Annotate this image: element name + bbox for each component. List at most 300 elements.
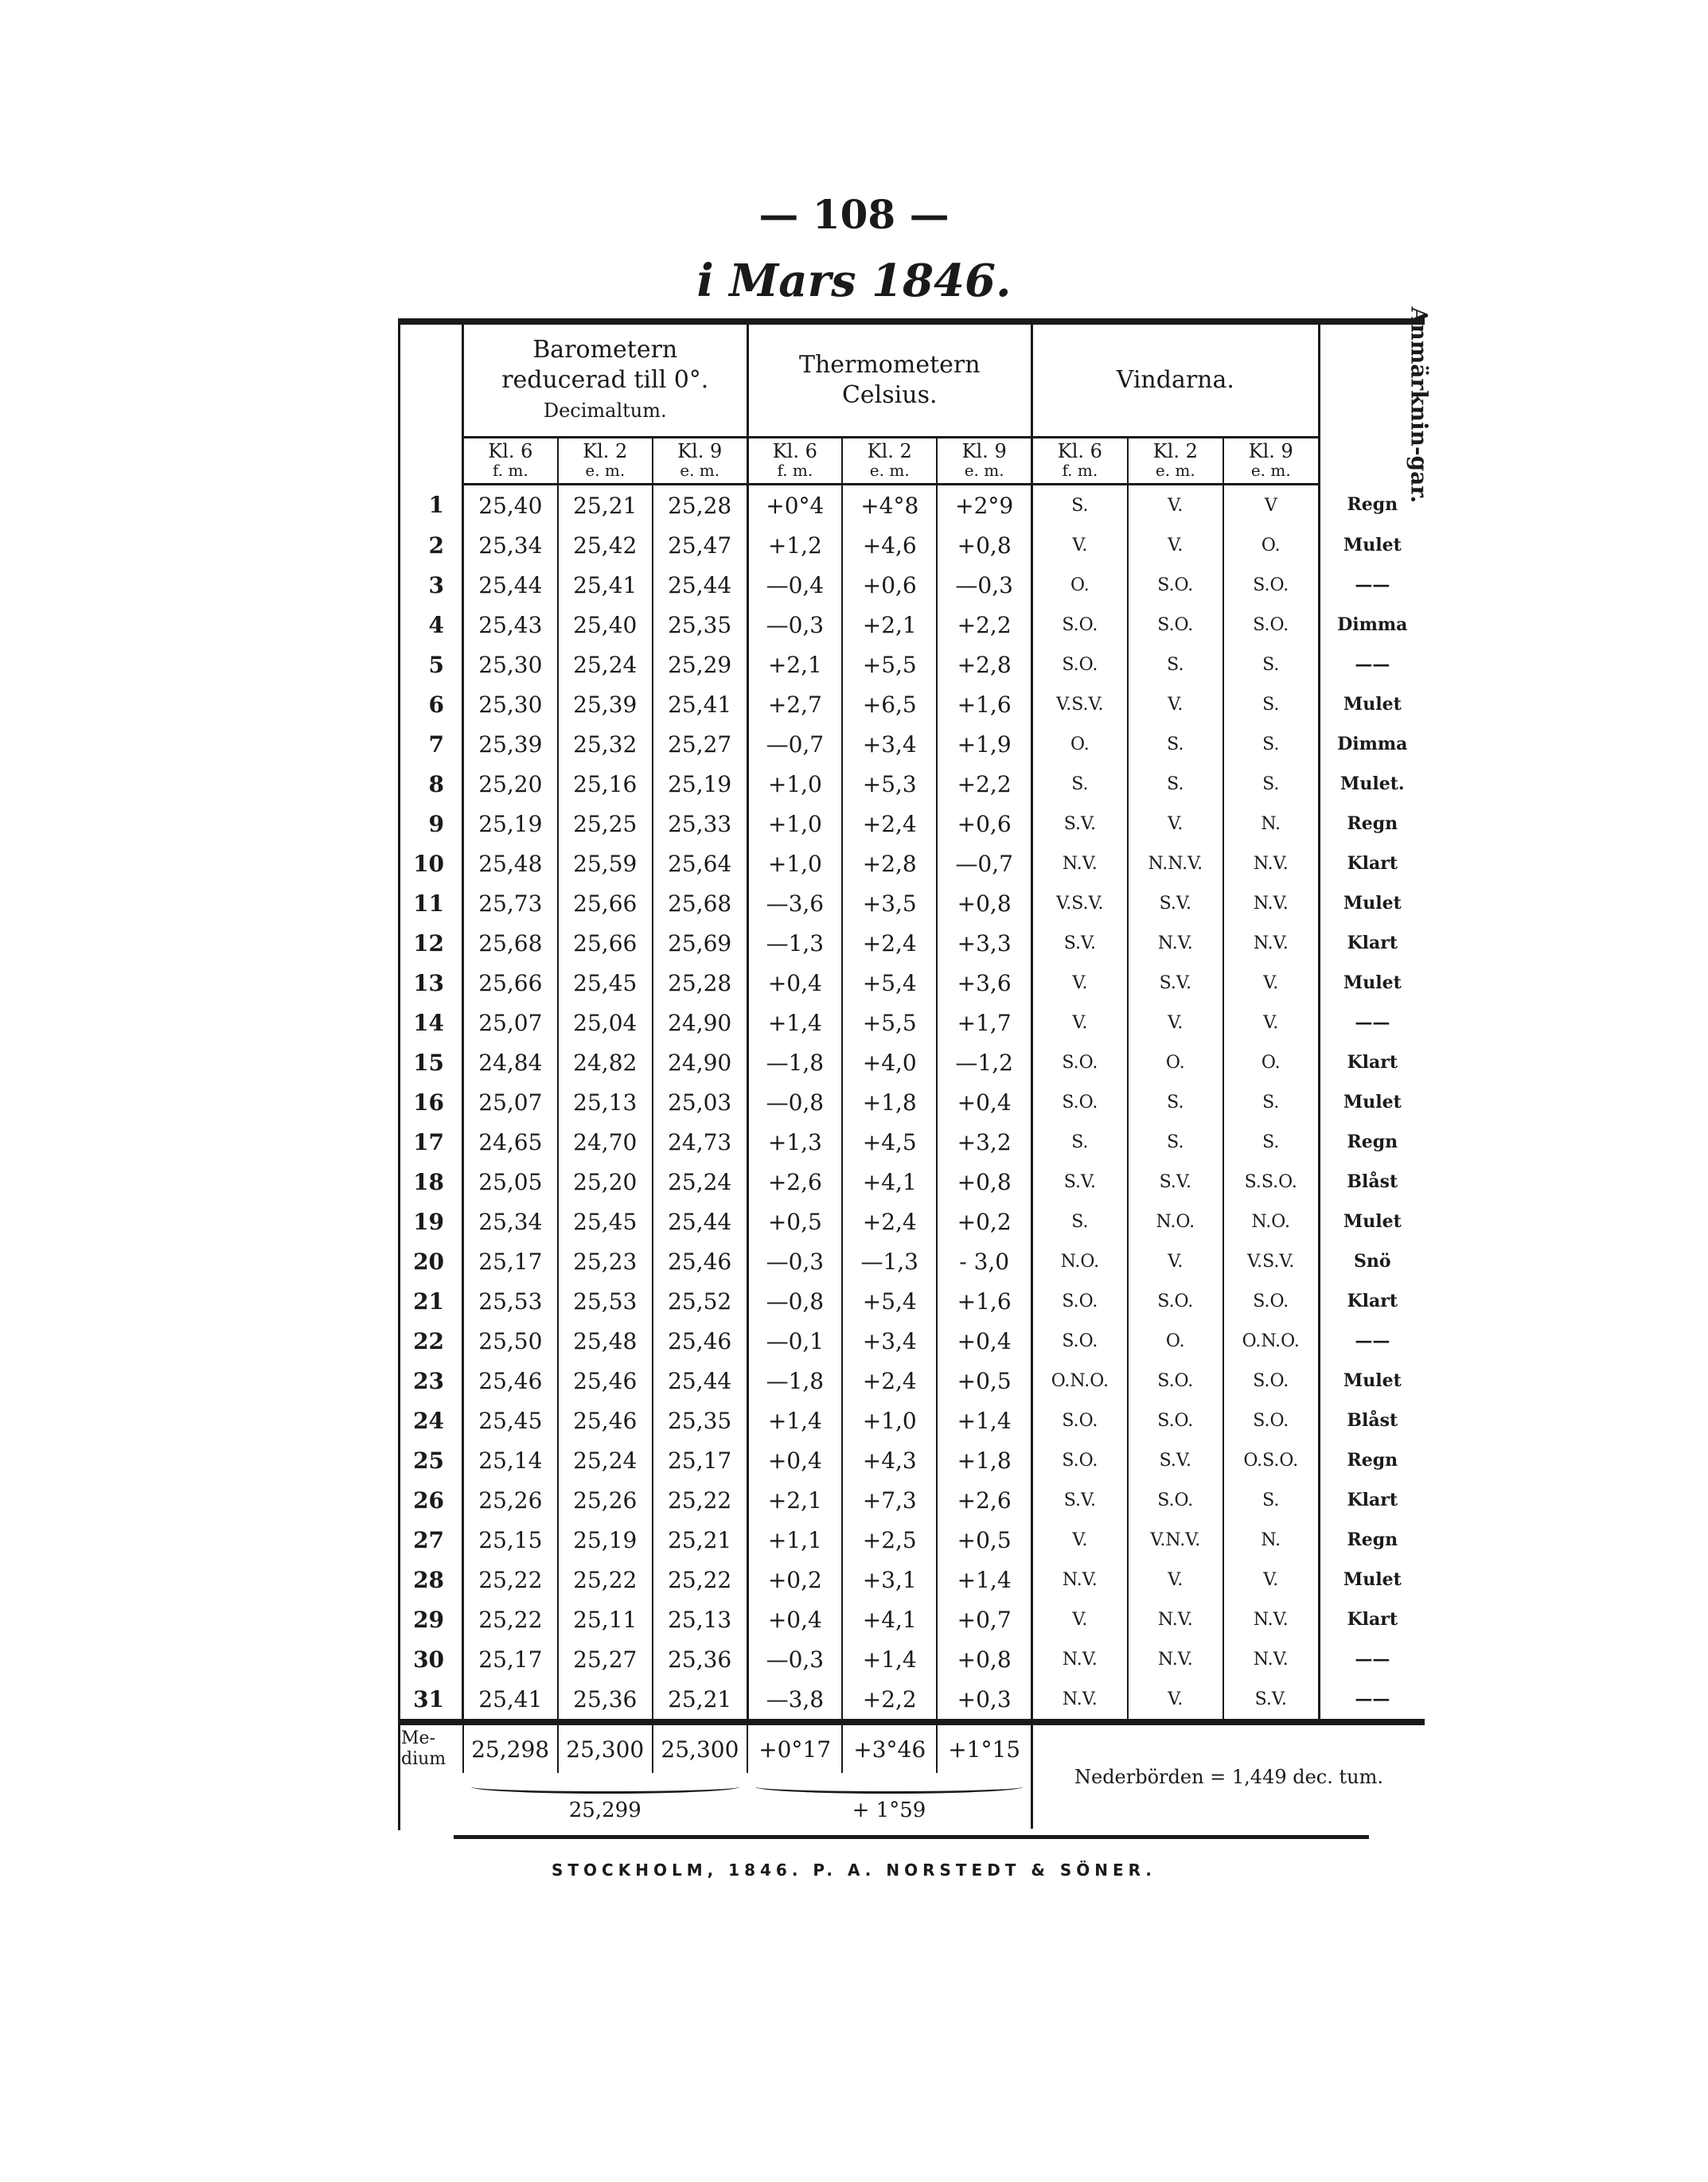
thermometer-kl2-cell: +4,6 — [842, 525, 937, 565]
thermometer-kl2-cell: +5,5 — [842, 1003, 937, 1042]
thermometer-kl9-cell: +1,4 — [937, 1401, 1031, 1440]
remark-cell: Klart — [1319, 1281, 1425, 1321]
thermometer-kl2-cell: +3,4 — [842, 1321, 937, 1361]
wind-kl6-cell: S.O. — [1032, 1082, 1128, 1122]
wind-kl9-cell: O.S.O. — [1223, 1440, 1319, 1480]
table-row — [398, 724, 1425, 764]
barometer-kl2-cell: 25,22 — [558, 1560, 653, 1599]
wind-kl6-cell: S. — [1032, 485, 1128, 526]
thermometer-kl9-cell: +3,6 — [937, 963, 1031, 1003]
barometer-kl9-cell: 25,52 — [653, 1281, 747, 1321]
time-header-hour: Kl. 6 — [772, 440, 817, 462]
time-header-5 — [937, 438, 1031, 485]
table-row — [398, 1122, 1425, 1162]
wind-kl2-cell: S.O. — [1128, 605, 1223, 645]
barometer-kl9-cell: 25,41 — [653, 684, 747, 724]
wind-kl2-cell: S.O. — [1128, 1361, 1223, 1401]
barometer-kl2-cell: 24,70 — [558, 1122, 653, 1162]
thermometer-kl9-cell: +0,8 — [937, 1639, 1031, 1679]
table-row — [398, 923, 1425, 963]
wind-kl2-cell: S. — [1128, 764, 1223, 804]
day-cell: 25 — [413, 1447, 445, 1474]
remark-cell: Regn — [1319, 804, 1425, 844]
thermometer-kl9-cell: +1,6 — [937, 1281, 1031, 1321]
table-row — [398, 1321, 1425, 1361]
thermometer-kl2-cell: +5,5 — [842, 645, 937, 684]
thermometer-kl2-cell: +2,8 — [842, 844, 937, 883]
day-cell: 10 — [413, 850, 445, 877]
thermometer-kl6-cell: +0°4 — [747, 485, 842, 526]
time-header-hour: Kl. 9 — [961, 440, 1007, 462]
table-row — [398, 804, 1425, 844]
barometer-kl6-cell: 25,44 — [463, 565, 558, 605]
wind-kl6-cell: S. — [1032, 764, 1128, 804]
page-number: — 108 — — [758, 191, 950, 238]
table-row — [398, 764, 1425, 804]
barometer-kl9-cell: 25,68 — [653, 883, 747, 923]
barometer-kl6-cell: 25,50 — [463, 1321, 558, 1361]
barometer-kl6-cell: 25,40 — [463, 485, 558, 526]
thermometer-kl6-cell: +1,1 — [747, 1520, 842, 1560]
thermometer-kl9-cell: +0,7 — [937, 1599, 1031, 1639]
wind-kl6-cell: O. — [1032, 724, 1128, 764]
time-header-period: e. m. — [869, 461, 910, 480]
barometer-kl6-cell: 25,73 — [463, 883, 558, 923]
thermometer-kl2-cell: +2,5 — [842, 1520, 937, 1560]
thermometer-kl6-cell: +0,4 — [747, 963, 842, 1003]
thermometer-kl6-cell: +0,5 — [747, 1202, 842, 1241]
remark-cell: Blåst — [1319, 1401, 1425, 1440]
wind-kl6-cell: N.V. — [1032, 844, 1128, 883]
table-row — [398, 1480, 1425, 1520]
remark-cell: Mulet. — [1319, 764, 1425, 804]
wind-kl9-cell: S.S.O. — [1223, 1162, 1319, 1202]
table-row — [398, 485, 1425, 526]
thermometer-header — [747, 321, 1032, 438]
thermometer-kl6-cell: +2,1 — [747, 645, 842, 684]
thermometer-kl2-cell: +1,4 — [842, 1639, 937, 1679]
day-cell: 22 — [413, 1327, 445, 1354]
thermometer-kl6-cell: —1,3 — [747, 923, 842, 963]
day-cell: 5 — [428, 651, 445, 678]
table-row — [398, 1679, 1425, 1722]
table-row — [398, 525, 1425, 565]
wind-kl9-cell: V. — [1223, 1003, 1319, 1042]
remark-cell: Regn — [1319, 485, 1425, 526]
medium-barometer-kl9: 25,300 — [653, 1722, 747, 1773]
wind-kl2-cell: V. — [1128, 684, 1223, 724]
thermometer-kl2-cell: +3,5 — [842, 883, 937, 923]
wind-kl9-cell: S.V. — [1223, 1679, 1319, 1722]
barometer-unit: Decimaltum. — [543, 399, 667, 422]
barometer-kl2-cell: 25,32 — [558, 724, 653, 764]
thermometer-kl9-cell: +1,9 — [937, 724, 1031, 764]
thermometer-kl6-cell: —1,8 — [747, 1361, 842, 1401]
thermometer-kl2-cell: +4,5 — [842, 1122, 937, 1162]
weather-observation-table — [398, 306, 1432, 1829]
thermometer-kl6-cell: —3,8 — [747, 1679, 842, 1722]
thermometer-kl6-cell: +1,0 — [747, 764, 842, 804]
barometer-kl6-cell: 25,53 — [463, 1281, 558, 1321]
barometer-kl2-cell: 25,36 — [558, 1679, 653, 1722]
table-row — [398, 1003, 1425, 1042]
barometer-kl9-cell: 24,90 — [653, 1042, 747, 1082]
thermometer-kl9-cell: +0,8 — [937, 883, 1031, 923]
wind-kl9-cell: S. — [1223, 645, 1319, 684]
wind-kl6-cell: O. — [1032, 565, 1128, 605]
thermometer-kl6-cell: +1,4 — [747, 1003, 842, 1042]
wind-kl9-cell: V.S.V. — [1223, 1241, 1319, 1281]
thermometer-kl6-cell: —0,4 — [747, 565, 842, 605]
wind-kl2-cell: V. — [1128, 1560, 1223, 1599]
thermometer-unit: Celsius. — [841, 381, 938, 409]
time-header-4 — [842, 438, 937, 485]
thermometer-kl9-cell: +2,2 — [937, 605, 1031, 645]
barometer-header — [463, 321, 747, 438]
remark-cell: Klart — [1319, 1599, 1425, 1639]
remark-cell: Regn — [1319, 1122, 1425, 1162]
remark-cell: Dimma — [1319, 605, 1425, 645]
table-row — [398, 1639, 1425, 1679]
thermometer-kl9-cell: +2,6 — [937, 1480, 1031, 1520]
thermometer-kl2-cell: +4,1 — [842, 1599, 937, 1639]
wind-kl6-cell: S.O. — [1032, 1042, 1128, 1082]
wind-kl2-cell: V. — [1128, 1241, 1223, 1281]
barometer-kl9-cell: 25,03 — [653, 1082, 747, 1122]
remark-cell: —— — [1319, 1321, 1425, 1361]
barometer-kl6-cell: 25,46 — [463, 1361, 558, 1401]
remark-cell: Blåst — [1319, 1162, 1425, 1202]
barometer-kl9-cell: 25,33 — [653, 804, 747, 844]
thermometer-kl6-cell: —0,7 — [747, 724, 842, 764]
remark-cell: Mulet — [1319, 963, 1425, 1003]
barometer-kl2-cell: 25,20 — [558, 1162, 653, 1202]
wind-kl2-cell: V. — [1128, 1679, 1223, 1722]
remark-cell: Mulet — [1319, 883, 1425, 923]
thermometer-kl6-cell: —0,3 — [747, 1639, 842, 1679]
barometer-kl9-cell: 25,35 — [653, 605, 747, 645]
barometer-kl9-cell: 25,69 — [653, 923, 747, 963]
table-row — [398, 1560, 1425, 1599]
day-cell: 2 — [428, 532, 445, 559]
wind-kl9-cell: N.V. — [1223, 923, 1319, 963]
barometer-kl6-cell: 25,17 — [463, 1241, 558, 1281]
day-cell: 9 — [428, 810, 445, 837]
barometer-kl9-cell: 25,28 — [653, 485, 747, 526]
barometer-kl2-cell: 25,23 — [558, 1241, 653, 1281]
thermometer-kl2-cell: +1,8 — [842, 1082, 937, 1122]
thermometer-kl6-cell: —0,8 — [747, 1281, 842, 1321]
thermometer-kl9-cell: +0,2 — [937, 1202, 1031, 1241]
time-header-0 — [463, 438, 558, 485]
time-header-period: e. m. — [964, 461, 1004, 480]
thermometer-kl2-cell: +2,4 — [842, 1361, 937, 1401]
time-header-period: e. m. — [680, 461, 720, 480]
day-cell: 19 — [413, 1208, 445, 1235]
remarks-title: Anmärknin-gar. — [1405, 306, 1432, 504]
wind-kl9-cell: S.O. — [1223, 1401, 1319, 1440]
barometer-kl6-cell: 25,15 — [463, 1520, 558, 1560]
barometer-kl2-cell: 25,24 — [558, 1440, 653, 1480]
thermometer-kl2-cell: +2,4 — [842, 923, 937, 963]
barometer-kl6-cell: 25,66 — [463, 963, 558, 1003]
day-column-header — [398, 321, 463, 485]
wind-kl2-cell: V. — [1128, 485, 1223, 526]
day-cell: 20 — [413, 1248, 445, 1275]
barometer-kl9-cell: 25,13 — [653, 1599, 747, 1639]
thermometer-kl9-cell: —1,2 — [937, 1042, 1031, 1082]
day-cell: 1 — [428, 491, 445, 518]
time-header-hour: Kl. 9 — [1248, 440, 1293, 462]
thermometer-kl9-cell: +2°9 — [937, 485, 1031, 526]
time-header-hour: Kl. 6 — [1057, 440, 1102, 462]
wind-kl2-cell: S. — [1128, 724, 1223, 764]
barometer-kl6-cell: 25,34 — [463, 525, 558, 565]
thermometer-kl6-cell: +1,3 — [747, 1122, 842, 1162]
barometer-kl2-cell: 25,46 — [558, 1401, 653, 1440]
thermometer-kl2-cell: +6,5 — [842, 684, 937, 724]
barometer-kl2-cell: 25,53 — [558, 1281, 653, 1321]
barometer-kl9-cell: 25,36 — [653, 1639, 747, 1679]
wind-kl9-cell: N. — [1223, 804, 1319, 844]
wind-kl6-cell: V. — [1032, 963, 1128, 1003]
barometer-kl9-cell: 25,22 — [653, 1480, 747, 1520]
thermometer-brace — [755, 1780, 1023, 1794]
barometer-kl2-cell: 25,39 — [558, 684, 653, 724]
time-header-period: f. m. — [777, 461, 813, 480]
barometer-kl9-cell: 25,21 — [653, 1679, 747, 1722]
time-header-7 — [1128, 438, 1223, 485]
day-cell: 4 — [428, 611, 445, 638]
table-row — [398, 1281, 1425, 1321]
barometer-kl2-cell: 25,40 — [558, 605, 653, 645]
thermometer-kl9-cell: +0,8 — [937, 1162, 1031, 1202]
thermometer-kl6-cell: —0,1 — [747, 1321, 842, 1361]
barometer-kl6-cell: 25,19 — [463, 804, 558, 844]
barometer-kl2-cell: 25,26 — [558, 1480, 653, 1520]
thermometer-kl9-cell: +2,8 — [937, 645, 1031, 684]
barometer-kl2-cell: 25,04 — [558, 1003, 653, 1042]
day-cell: 21 — [413, 1288, 445, 1315]
barometer-kl6-cell: 25,17 — [463, 1639, 558, 1679]
wind-kl9-cell: V. — [1223, 1560, 1319, 1599]
wind-kl6-cell: N.V. — [1032, 1560, 1128, 1599]
wind-kl9-cell: N.V. — [1223, 883, 1319, 923]
wind-kl2-cell: N.O. — [1128, 1202, 1223, 1241]
remark-cell: —— — [1319, 1639, 1425, 1679]
remark-cell: Klart — [1319, 1042, 1425, 1082]
table-row — [398, 1162, 1425, 1202]
thermometer-kl6-cell: +1,0 — [747, 804, 842, 844]
thermometer-kl9-cell: +1,6 — [937, 684, 1031, 724]
barometer-kl9-cell: 25,27 — [653, 724, 747, 764]
barometer-kl6-cell: 25,07 — [463, 1082, 558, 1122]
barometer-kl2-cell: 25,59 — [558, 844, 653, 883]
thermometer-kl2-cell: +2,4 — [842, 1202, 937, 1241]
barometer-kl6-cell: 25,30 — [463, 645, 558, 684]
table-row — [398, 605, 1425, 645]
day-cell: 7 — [428, 731, 445, 758]
time-header-3 — [747, 438, 842, 485]
barometer-kl2-cell: 25,42 — [558, 525, 653, 565]
thermometer-kl2-cell: +4,1 — [842, 1162, 937, 1202]
barometer-kl6-cell: 25,48 — [463, 844, 558, 883]
remarks-header — [1319, 306, 1432, 504]
wind-kl2-cell: S.O. — [1128, 1401, 1223, 1440]
wind-kl9-cell: S. — [1223, 1082, 1319, 1122]
wind-kl6-cell: S.V. — [1032, 1480, 1128, 1520]
wind-kl6-cell: N.O. — [1032, 1241, 1128, 1281]
thermometer-kl6-cell: +1,4 — [747, 1401, 842, 1440]
thermometer-kl2-cell: +5,3 — [842, 764, 937, 804]
barometer-kl9-cell: 24,73 — [653, 1122, 747, 1162]
wind-kl6-cell: S.V. — [1032, 923, 1128, 963]
wind-kl2-cell: V.N.V. — [1128, 1520, 1223, 1560]
table-row — [398, 1241, 1425, 1281]
barometer-kl6-cell: 25,41 — [463, 1679, 558, 1722]
remark-cell: Snö — [1319, 1241, 1425, 1281]
thermometer-kl6-cell: +0,4 — [747, 1599, 842, 1639]
table-row — [398, 844, 1425, 883]
thermometer-kl6-cell: +2,7 — [747, 684, 842, 724]
barometer-kl2-cell: 25,66 — [558, 883, 653, 923]
time-header-period: f. m. — [492, 461, 528, 480]
time-header-2 — [653, 438, 747, 485]
barometer-kl9-cell: 25,44 — [653, 565, 747, 605]
thermometer-kl9-cell: —0,7 — [937, 844, 1031, 883]
thermometer-kl2-cell: +2,1 — [842, 605, 937, 645]
medium-thermometer-kl9: +1°15 — [937, 1722, 1031, 1773]
thermometer-kl2-cell: +3,1 — [842, 1560, 937, 1599]
thermometer-kl9-cell: +0,8 — [937, 525, 1031, 565]
barometer-kl9-cell: 25,21 — [653, 1520, 747, 1560]
table-row — [398, 1082, 1425, 1122]
barometer-kl6-cell: 24,65 — [463, 1122, 558, 1162]
table-row — [398, 645, 1425, 684]
barometer-kl9-cell: 25,28 — [653, 963, 747, 1003]
barometer-kl2-cell: 25,45 — [558, 963, 653, 1003]
wind-kl2-cell: O. — [1128, 1321, 1223, 1361]
remark-cell: —— — [1319, 645, 1425, 684]
thermometer-kl6-cell: +0,4 — [747, 1440, 842, 1480]
barometer-kl6-cell: 25,68 — [463, 923, 558, 963]
thermometer-kl9-cell: - 3,0 — [937, 1241, 1031, 1281]
observation-table-wrap — [398, 306, 1432, 1829]
wind-kl2-cell: V. — [1128, 525, 1223, 565]
table-row — [398, 1599, 1425, 1639]
bottom-rule — [454, 1835, 1369, 1839]
thermometer-kl2-cell: +3,4 — [842, 724, 937, 764]
day-cell: 13 — [413, 969, 445, 996]
thermometer-kl2-cell: +5,4 — [842, 963, 937, 1003]
wind-kl2-cell: N.V. — [1128, 1639, 1223, 1679]
medium-thermometer-kl2: +3°46 — [842, 1722, 937, 1773]
wind-kl6-cell: S. — [1032, 1122, 1128, 1162]
barometer-kl9-cell: 25,44 — [653, 1361, 747, 1401]
barometer-kl9-cell: 25,46 — [653, 1241, 747, 1281]
time-header-hour: Kl. 9 — [677, 440, 723, 462]
day-cell: 17 — [413, 1128, 445, 1155]
barometer-kl2-cell: 25,48 — [558, 1321, 653, 1361]
thermometer-mean-value: + 1°59 — [852, 1798, 926, 1822]
table-row — [398, 883, 1425, 923]
wind-kl6-cell: N.V. — [1032, 1679, 1128, 1722]
winds-title: Vindarna. — [1116, 366, 1234, 394]
barometer-kl9-cell: 25,47 — [653, 525, 747, 565]
remark-cell: Klart — [1319, 844, 1425, 883]
wind-kl9-cell: O. — [1223, 1042, 1319, 1082]
barometer-kl2-cell: 25,41 — [558, 565, 653, 605]
thermometer-kl9-cell: +0,6 — [937, 804, 1031, 844]
thermometer-kl2-cell: +0,6 — [842, 565, 937, 605]
wind-kl6-cell: S. — [1032, 1202, 1128, 1241]
wind-kl9-cell: V. — [1223, 963, 1319, 1003]
day-cell: 18 — [413, 1168, 445, 1195]
day-cell: 3 — [428, 571, 445, 598]
thermometer-kl2-cell: +7,3 — [842, 1480, 937, 1520]
barometer-kl9-cell: 25,17 — [653, 1440, 747, 1480]
winds-header — [1032, 321, 1320, 438]
thermometer-kl6-cell: +1,0 — [747, 844, 842, 883]
barometer-kl2-cell: 25,25 — [558, 804, 653, 844]
thermometer-kl2-cell: +2,4 — [842, 804, 937, 844]
wind-kl2-cell: N.N.V. — [1128, 844, 1223, 883]
remark-cell: Klart — [1319, 923, 1425, 963]
barometer-kl2-cell: 25,13 — [558, 1082, 653, 1122]
thermometer-kl6-cell: —3,6 — [747, 883, 842, 923]
day-cell: 29 — [413, 1606, 445, 1633]
remark-cell: Regn — [1319, 1440, 1425, 1480]
remark-cell: Mulet — [1319, 525, 1425, 565]
time-header-period: e. m. — [585, 461, 626, 480]
barometer-brace — [471, 1780, 739, 1794]
wind-kl6-cell: V. — [1032, 525, 1128, 565]
day-cell: 6 — [428, 691, 445, 718]
wind-kl2-cell: S.O. — [1128, 1281, 1223, 1321]
time-header-hour: Kl. 2 — [583, 440, 628, 462]
thermometer-kl2-cell: +4,3 — [842, 1440, 937, 1480]
remark-cell: Mulet — [1319, 1082, 1425, 1122]
barometer-kl6-cell: 25,14 — [463, 1440, 558, 1480]
medium-thermometer-kl6: +0°17 — [747, 1722, 842, 1773]
thermometer-kl9-cell: +1,8 — [937, 1440, 1031, 1480]
wind-kl2-cell: S.V. — [1128, 883, 1223, 923]
barometer-kl6-cell: 25,43 — [463, 605, 558, 645]
wind-kl6-cell: S.O. — [1032, 1321, 1128, 1361]
barometer-kl6-cell: 24,84 — [463, 1042, 558, 1082]
thermometer-kl6-cell: —0,3 — [747, 605, 842, 645]
barometer-kl6-cell: 25,05 — [463, 1162, 558, 1202]
wind-kl6-cell: V.S.V. — [1032, 684, 1128, 724]
remark-cell: Mulet — [1319, 1560, 1425, 1599]
thermometer-kl6-cell: —0,8 — [747, 1082, 842, 1122]
barometer-kl2-cell: 25,21 — [558, 485, 653, 526]
remark-cell: Mulet — [1319, 684, 1425, 724]
barometer-kl9-cell: 25,44 — [653, 1202, 747, 1241]
barometer-kl6-cell: 25,22 — [463, 1599, 558, 1639]
time-header-6 — [1032, 438, 1128, 485]
thermometer-kl6-cell: +2,1 — [747, 1480, 842, 1520]
wind-kl6-cell: V.S.V. — [1032, 883, 1128, 923]
thermometer-kl9-cell: —0,3 — [937, 565, 1031, 605]
barometer-subtitle: reducerad till 0°. — [501, 366, 709, 394]
barometer-kl9-cell: 25,29 — [653, 645, 747, 684]
wind-kl6-cell: N.V. — [1032, 1639, 1128, 1679]
thermometer-kl9-cell: +0,4 — [937, 1082, 1031, 1122]
barometer-kl2-cell: 25,24 — [558, 645, 653, 684]
wind-kl2-cell: N.V. — [1128, 1599, 1223, 1639]
thermometer-kl9-cell: +1,4 — [937, 1560, 1031, 1599]
